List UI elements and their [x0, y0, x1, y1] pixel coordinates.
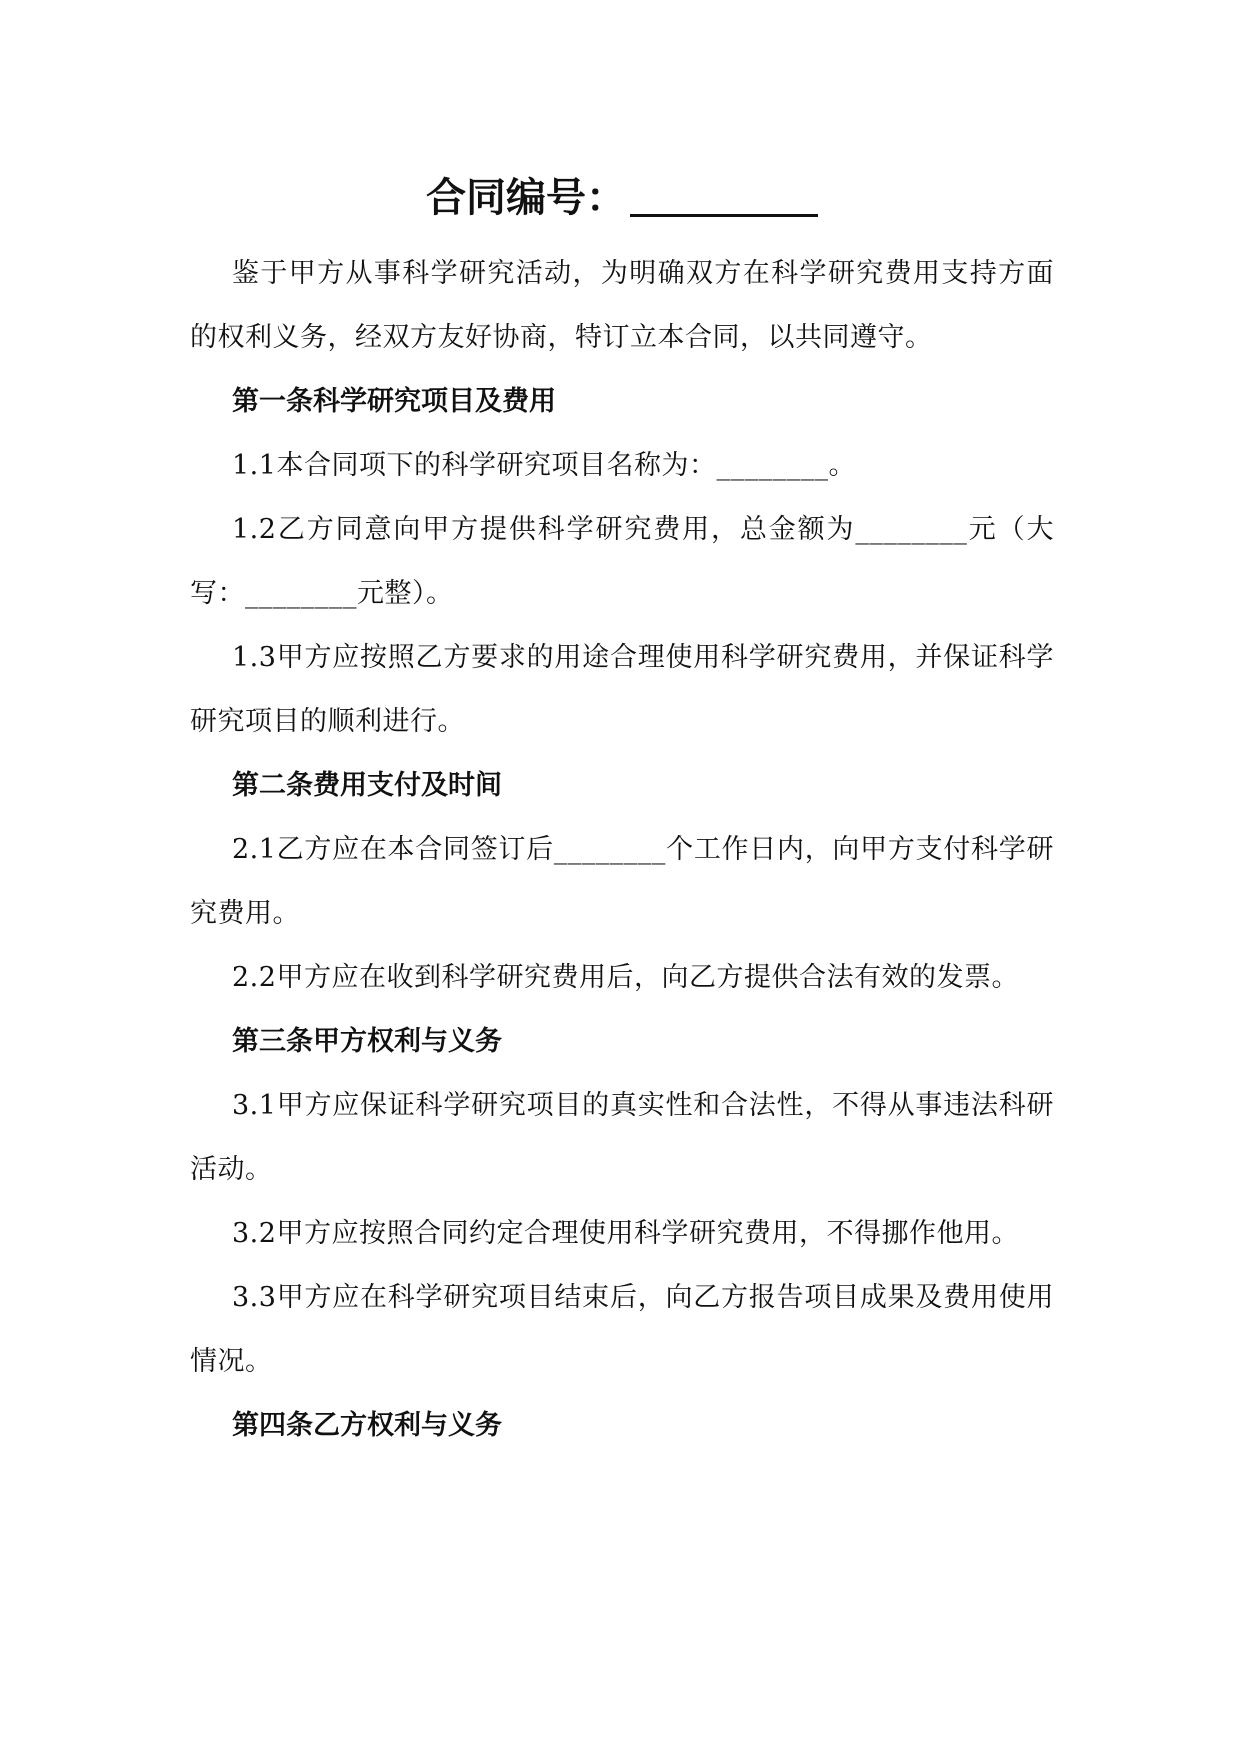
clause-3-2: 3.2甲方应按照合同约定合理使用科学研究费用，不得挪作他用。 [232, 1218, 1019, 1249]
clause-2-2: 2.2甲方应在收到科学研究费用后，向乙方提供合法有效的发票。 [232, 962, 1019, 993]
clause-1-1: 1.1本合同项下的科学研究项目名称为：________。 [232, 450, 856, 481]
clause-3-3: 3.3甲方应在科学研究项目结束后，向乙方报告项目成果及费用使用情况。 [190, 1282, 1054, 1377]
intro-paragraph: 鉴于甲方从事科学研究活动，为明确双方在科学研究费用支持方面的权利义务，经双方友好协商，特订立本合同，以共同遵守。 [190, 258, 1054, 353]
section-4-heading: 第四条乙方权利与义务 [232, 1410, 502, 1441]
clause-1-2: 1.2乙方同意向甲方提供科学研究费用，总金额为________元（大写：________元整）。 [190, 514, 1054, 609]
contract-number-label: 合同编号： [426, 175, 626, 221]
section-1-heading: 第一条科学研究项目及费用 [232, 386, 556, 417]
contract-number-title [190, 168, 1054, 228]
contract-number-blank [630, 172, 818, 217]
clause-3-1: 3.1甲方应保证科学研究项目的真实性和合法性，不得从事违法科研活动。 [190, 1090, 1054, 1185]
clause-2-1: 2.1乙方应在本合同签订后________个工作日内，向甲方支付科学研究费用。 [190, 834, 1054, 929]
section-3-heading: 第三条甲方权利与义务 [232, 1026, 502, 1057]
clause-1-3: 1.3甲方应按照乙方要求的用途合理使用科学研究费用，并保证科学研究项目的顺利进行。 [190, 642, 1054, 737]
section-2-heading: 第二条费用支付及时间 [232, 770, 502, 801]
